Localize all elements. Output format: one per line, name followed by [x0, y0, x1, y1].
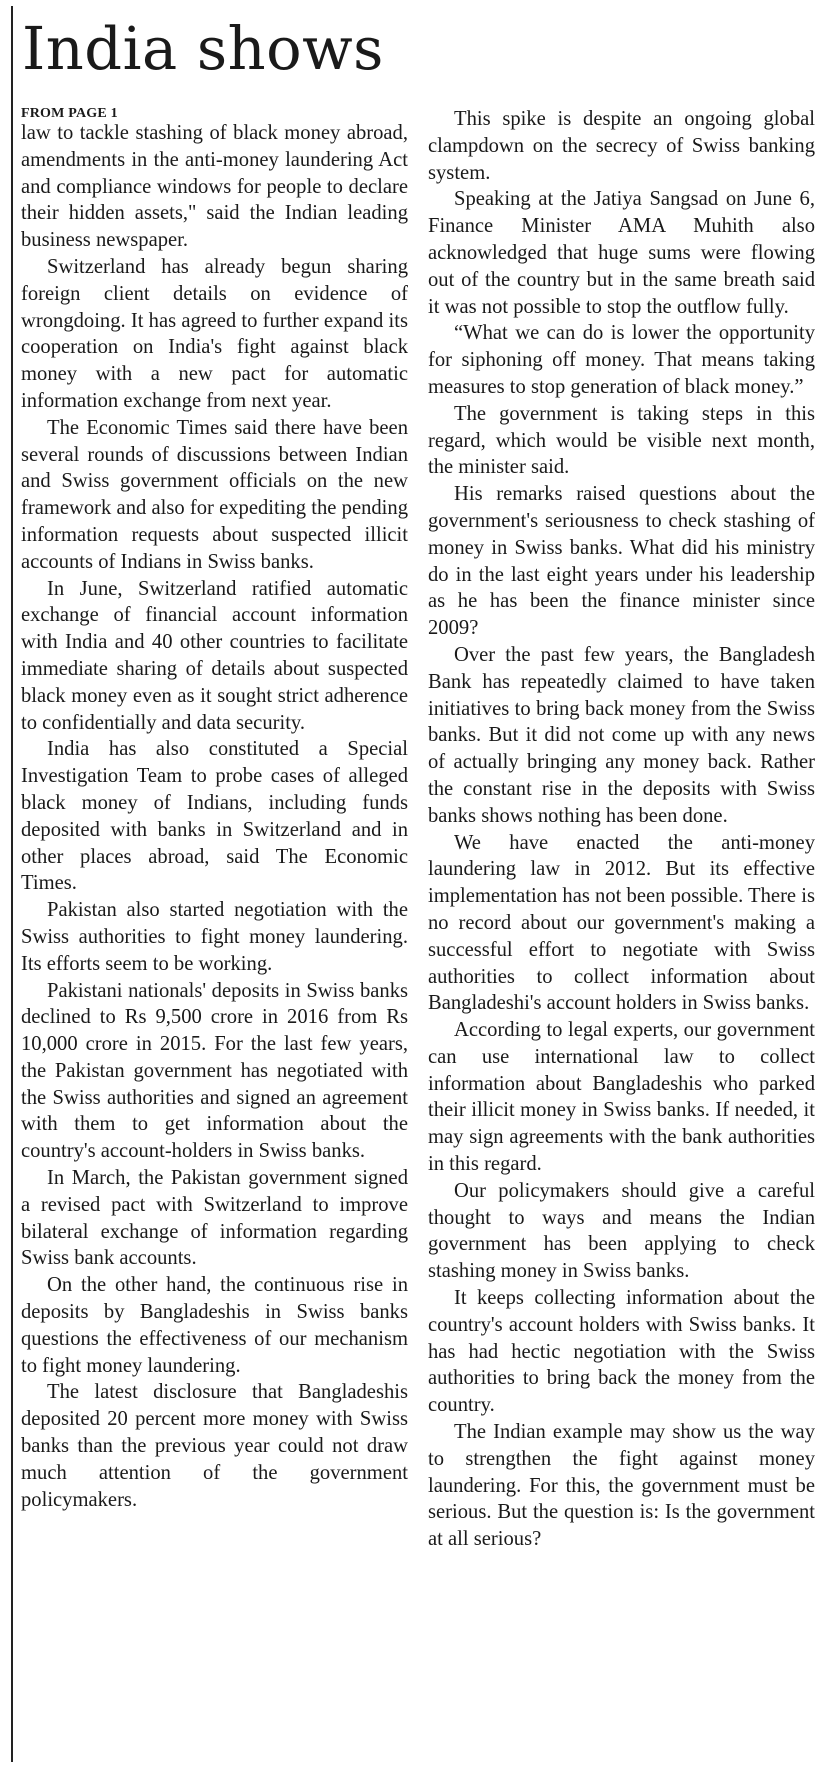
paragraph: Switzerland has already begun sharing foreign client details on evidence of wrongdoing. It has agreed to further expand its cooperation on India's fight against black money with a new pact for automatic information exchange from next year. [21, 255, 408, 412]
right-column [428, 106, 815, 1553]
paragraph: His remarks raised questions about the government's seriousness to check stashing of money in Swiss banks. What did his ministry do in the last eight years under his leadership as he has been the finance minister since 2009? [428, 483, 815, 640]
paragraph: In June, Switzerland ratified automatic exchange of financial account information with India and 40 other countries to facilitate immediate sharing of details about suspected black money even as it sought strict adherence to confidentially and data security. [21, 577, 408, 734]
paragraph: Pakistan also started negotiation with the Swiss authorities to fight money laundering. Its efforts seem to be working. [21, 899, 408, 975]
paragraph: India has also constituted a Special Investigation Team to probe cases of alleged black money of Indians, including funds deposited with banks in Switzerland and in other places abroad, said The Economic Times. [21, 738, 408, 895]
paragraph: According to legal experts, our government can use international law to collect information about Bangladeshis who parked their illicit money in Swiss banks. If needed, it may sign agreements with the bank authorities in this regard. [428, 1019, 815, 1176]
paragraph: The government is taking steps in this regard, which would be visible next month, the minister said. [428, 402, 815, 479]
kicker: FROM PAGE 1 [21, 106, 118, 121]
paragraph: This spike is despite an ongoing global clampdown on the secrecy of Swiss banking system. [428, 108, 815, 184]
paragraph: The Economic Times said there have been several rounds of discussions between Indian and Swiss government officials on the new framework and also for expediting the pending information requests about suspected illicit accounts of Indians in Swiss banks. [21, 416, 408, 573]
paragraph: Speaking at the Jatiya Sangsad on June 6, Finance Minister AMA Muhith also acknowledged that huge sums were flowing out of the country but in the same breath said it was not possible to stop the outflow fully. [428, 188, 815, 318]
paragraph: law to tackle stashing of black money abroad, amendments in the anti-money laundering Act and compliance windows for people to declare their hidden assets," said the Indian leading business newspaper. [21, 122, 408, 252]
column-rule [11, 6, 13, 1762]
paragraph: The latest disclosure that Bangladeshis deposited 20 percent more money with Swiss banks than the previous year could not draw much attention of the government policymakers. [21, 1381, 408, 1511]
paragraph: “What we can do is lower the opportunity for siphoning off money. That means taking measures to stop generation of black money.” [428, 322, 815, 398]
paragraph: We have enacted the anti-money laundering law in 2012. But its effective implementation has not been possible. There is no record about our government's making a successful effort to negotiate with Swiss authorities to collect information about Bangladeshi's account holders in Swiss banks. [428, 831, 815, 1015]
paragraph: Our policymakers should give a careful thought to ways and means the Indian government has been applying to check stashing money in Swiss banks. [428, 1179, 815, 1283]
paragraph: Pakistani nationals' deposits in Swiss banks declined to Rs 9,500 crore in 2016 from Rs 10,000 crore in 2015. For the last few years, the Pakistan government has negotiated with the Swiss authorities and signed an agreement with them to get information about the country's account-holders in Swiss banks. [21, 979, 408, 1163]
left-column [21, 106, 408, 1513]
paragraph: It keeps collecting information about the country's account holders with Swiss banks. It has had hectic negotiation with the Swiss authorities to bring back the money from the country. [428, 1287, 815, 1417]
paragraph: Over the past few years, the Bangladesh Bank has repeatedly claimed to have taken initiatives to bring back money from the Swiss banks. But it did not come up with any news of actually bringing any money back. Rather the constant rise in the deposits with Swiss banks shows nothing has been done. [428, 643, 815, 827]
paragraph: In March, the Pakistan government signed a revised pact with Switzerland to improve bilateral exchange of information regarding Swiss bank accounts. [21, 1167, 408, 1270]
paragraph: The Indian example may show us the way to strengthen the fight against money laundering. For this, the government must be serious. But the question is: Is the government at all serious? [428, 1421, 815, 1551]
paragraph: On the other hand, the continuous rise in deposits by Bangladeshis in Swiss banks questions the effectiveness of our mechanism to fight money laundering. [21, 1274, 408, 1377]
headline: India shows [22, 14, 384, 83]
